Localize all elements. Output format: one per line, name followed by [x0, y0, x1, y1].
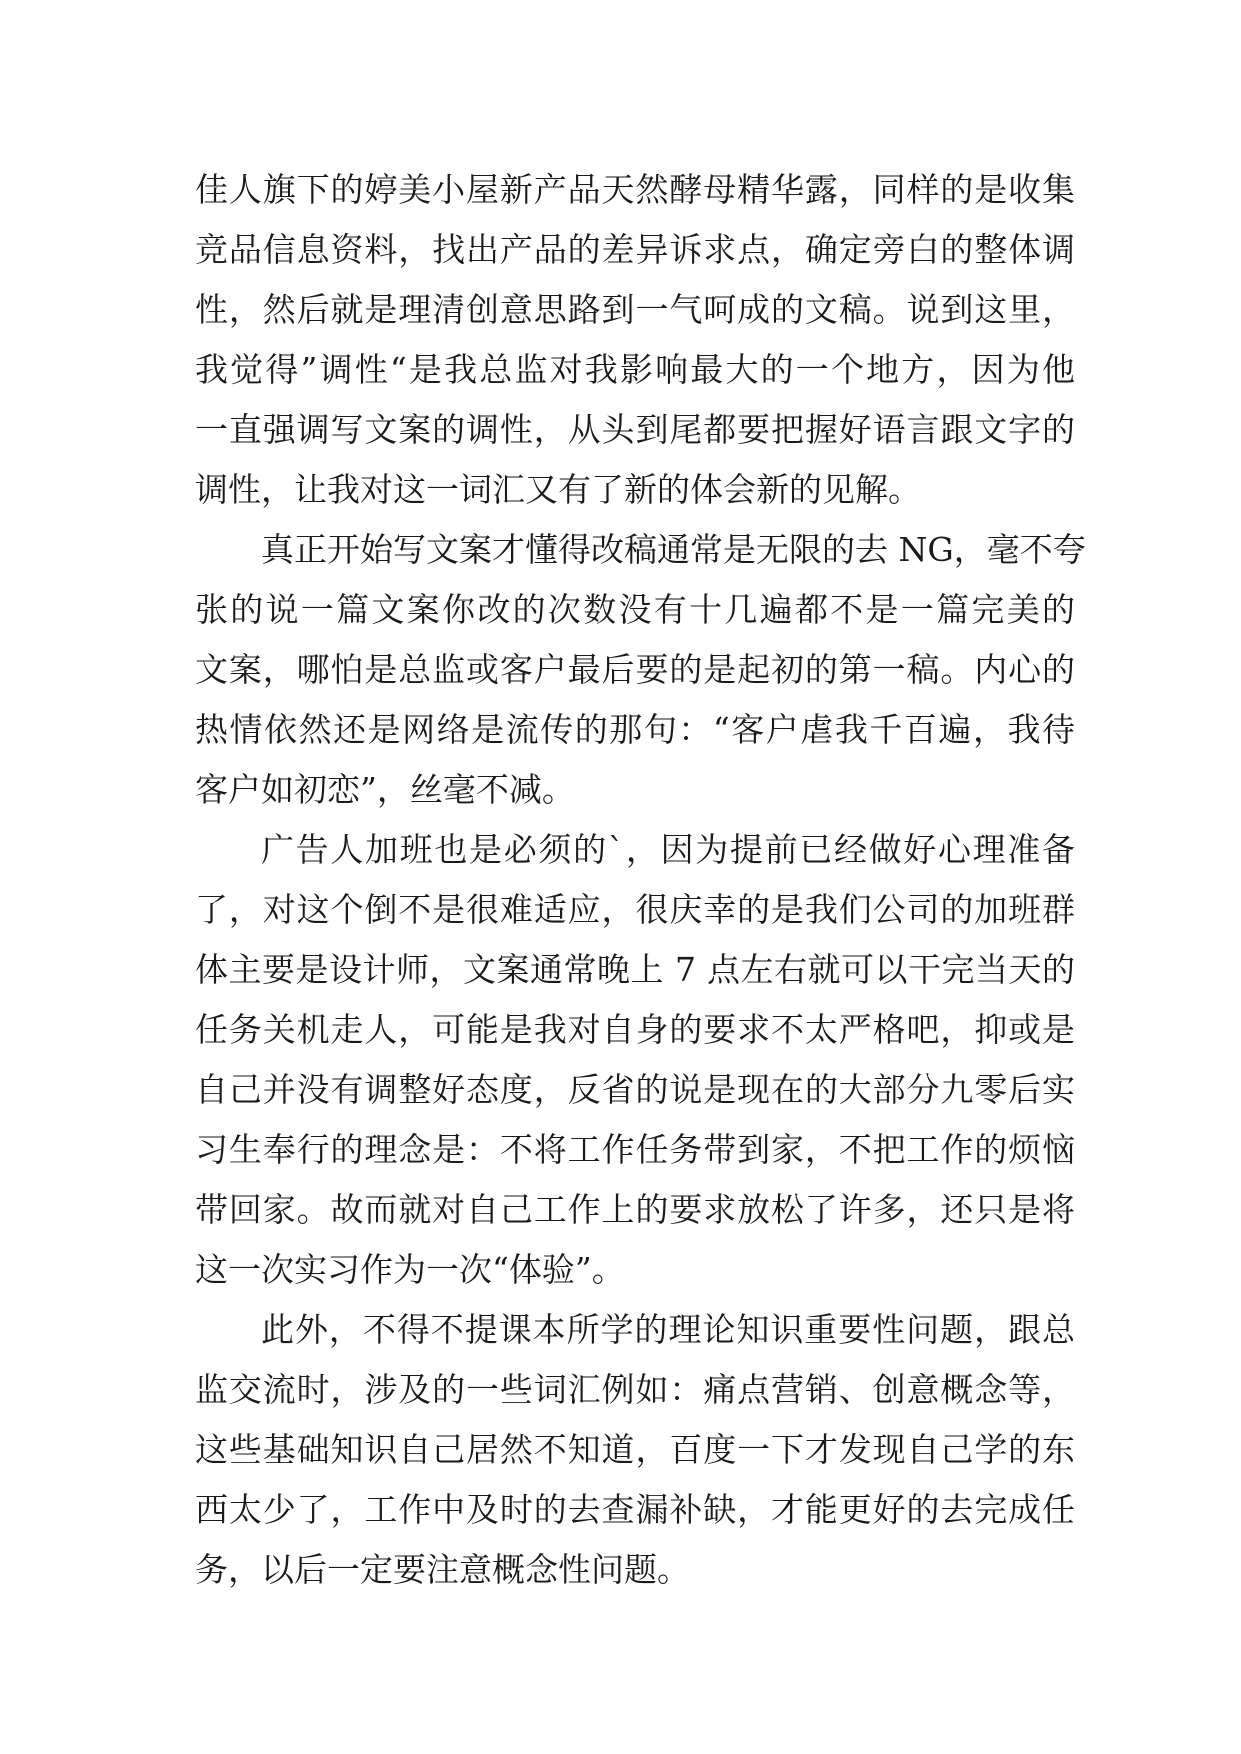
- text-line: 体主要是设计师，文案通常晚上 7 点左右就可以干完当天的: [195, 950, 1075, 989]
- text-line: 任务关机走人，可能是我对自身的要求不太严格吧，抑或是: [195, 1010, 1075, 1049]
- text-line: 带回家。故而就对自己工作上的要求放松了许多，还只是将: [195, 1190, 1075, 1229]
- text-line: 习生奉行的理念是：不将工作任务带到家，不把工作的烦恼: [195, 1130, 1075, 1169]
- text-line: 性，然后就是理清创意思路到一气呵成的文稿。说到这里，: [195, 290, 1075, 329]
- paragraph-p4: [195, 1300, 1075, 1600]
- text-line: 广告人加班也是必须的`，因为提前已经做好心理准备: [261, 830, 1075, 869]
- text-line: 了，对这个倒不是很难适应，很庆幸的是我们公司的加班群: [195, 890, 1075, 929]
- text-line: 文案，哪怕是总监或客户最后要的是起初的第一稿。内心的: [195, 650, 1075, 689]
- body-text: [195, 160, 1086, 1600]
- text-line: 佳人旗下的婷美小屋新产品天然酵母精华露，同样的是收集: [195, 170, 1075, 209]
- text-line: 自己并没有调整好态度，反省的说是现在的大部分九零后实: [195, 1070, 1075, 1109]
- paragraph-p1: [195, 160, 1075, 520]
- text-line: 一直强调写文案的调性，从头到尾都要把握好语言跟文字的: [195, 410, 1075, 449]
- paragraph-p3: [195, 820, 1075, 1300]
- text-line: 此外，不得不提课本所学的理论知识重要性问题，跟总: [261, 1310, 1075, 1349]
- text-line: 张的说一篇文案你改的次数没有十几遍都不是一篇完美的: [195, 590, 1075, 629]
- text-line: 这一次实习作为一次“体验”。: [195, 1250, 625, 1289]
- text-line: 这些基础知识自己居然不知道，百度一下才发现自己学的东: [195, 1430, 1075, 1469]
- text-line: 客户如初恋”，丝毫不减。: [195, 770, 575, 809]
- text-line: 热情依然还是网络是流传的那句：“客户虐我千百遍，我待: [195, 710, 1075, 749]
- text-line: 监交流时，涉及的一些词汇例如：痛点营销、创意概念等，: [195, 1370, 1075, 1409]
- text-line: 务，以后一定要注意概念性问题。: [195, 1550, 690, 1589]
- text-line: 竞品信息资料，找出产品的差异诉求点，确定旁白的整体调: [195, 230, 1075, 269]
- text-line: 西太少了，工作中及时的去查漏补缺，才能更好的去完成任: [195, 1490, 1075, 1529]
- text-line: 我觉得”调性“是我总监对我影响最大的一个地方，因为他: [195, 350, 1075, 389]
- text-line: 调性，让我对这一词汇又有了新的体会新的见解。: [195, 470, 921, 509]
- text-line: 真正开始写文案才懂得改稿通常是无限的去 NG，毫不夸: [261, 530, 1086, 569]
- paragraph-p2: [195, 520, 1086, 820]
